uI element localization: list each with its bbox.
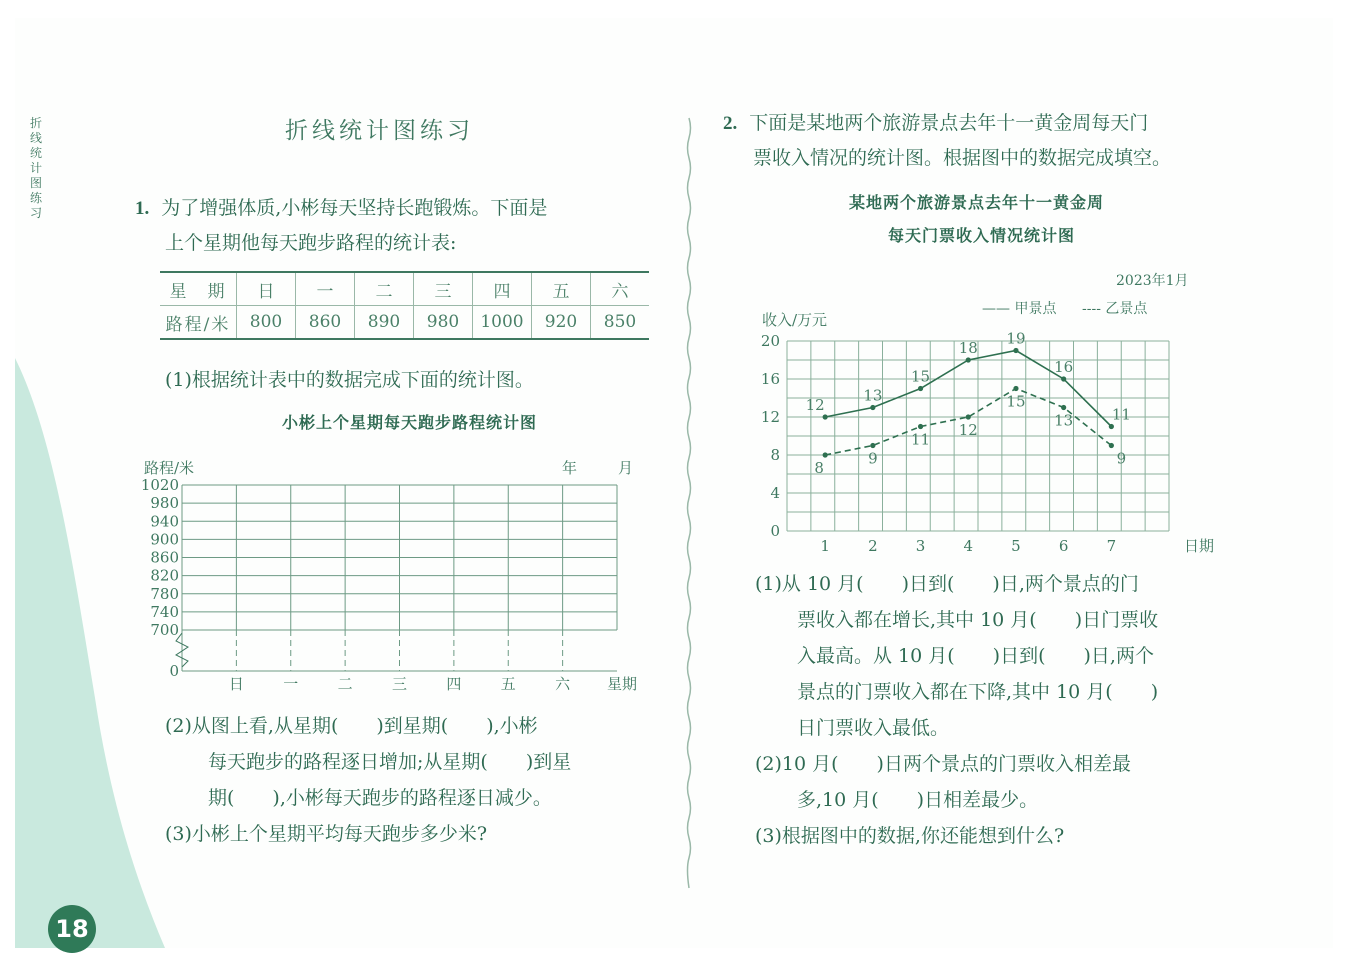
series-a-data-label: 19 (1006, 329, 1026, 348)
series-a-point (918, 386, 923, 391)
table-cell: 六 (591, 272, 650, 306)
series-b-data-label: 8 (814, 459, 824, 477)
question-2-line2: 票收入情况的统计图。根据图中的数据完成填空。 (753, 147, 1172, 169)
sub-question-2-2-line1: (2)10 月( )日两个景点的门票收入相差最 (755, 753, 1131, 775)
series-b-data-label: 13 (1054, 411, 1074, 430)
chart-1-title: 小彬上个星期每天跑步路程统计图 (282, 413, 538, 432)
table-cell: 日 (237, 272, 296, 306)
x-tick-label: 7 (1106, 537, 1117, 555)
table-header-row (160, 272, 649, 306)
table-cell: 路程/米 (160, 306, 237, 340)
y-tick-label: 860 (150, 548, 179, 567)
y-tick-label: 20 (760, 332, 780, 350)
y-axis-label: 路程/米 (144, 459, 195, 477)
x-tick-label: 二 (337, 675, 353, 693)
table-cell: 三 (414, 272, 473, 306)
sidebar-char: 练 (30, 191, 43, 205)
question-2-number: 2. (723, 113, 738, 134)
table-row (160, 306, 649, 340)
y-axis-label: 收入/万元 (762, 311, 828, 329)
series-a-point (1061, 376, 1066, 381)
x-axis-label: 星期 (606, 675, 638, 693)
table-cell: 1000 (473, 306, 532, 340)
sub-question-1-2-line2: 每天跑步的路程逐日增加;从星期( )到星 (208, 751, 572, 773)
series-b-data-label: 12 (958, 421, 978, 439)
series-a-point (823, 414, 828, 419)
sub-question-2-1-line4: 景点的门票收入都在下降,其中 10 月( ) (797, 681, 1159, 703)
x-axis-label: 日期 (1183, 537, 1215, 555)
sidebar-char: 折 (30, 116, 43, 130)
series-a-data-label: 18 (958, 339, 978, 357)
question-1-line2: 上个星期他每天跑步路程的统计表: (165, 232, 457, 254)
page-divider (686, 118, 692, 888)
sub-question-2-2-line2: 多,10 月( )日相差最少。 (797, 789, 1039, 811)
x-tick-label: 五 (500, 675, 516, 693)
table-cell: 850 (591, 306, 650, 340)
y-tick-label: 16 (760, 370, 780, 388)
y-tick-label: 940 (150, 512, 179, 531)
series-a-data-label: 16 (1054, 358, 1074, 376)
series-b-point (823, 452, 828, 457)
table-cell: 一 (296, 272, 355, 306)
date-year-label: 年 (562, 459, 578, 477)
series-a-point (1013, 348, 1018, 353)
series-b-point (1013, 386, 1018, 391)
question-1 (135, 191, 547, 226)
sidebar-label (30, 116, 44, 221)
question-1-line1: 为了增强体质,小彬每天坚持长跑锻炼。下面是 (161, 197, 548, 219)
series-a-data-label: 12 (805, 396, 825, 414)
question-1-number: 1. (135, 198, 150, 219)
table-cell: 890 (355, 306, 414, 340)
y-tick-label: 4 (770, 484, 780, 502)
series-a-point (966, 357, 971, 362)
page-number-badge: 18 (48, 905, 96, 953)
series-b-data-label: 9 (1116, 449, 1127, 468)
sub-question-1-2-line3: 期( ),小彬每天跑步的路程逐日减少。 (208, 787, 552, 809)
sidebar-char: 统 (30, 146, 43, 160)
running-stats-table (160, 271, 649, 340)
series-a-point (1109, 424, 1114, 429)
y-tick-label: 0 (770, 522, 780, 540)
y-tick-label: 980 (150, 494, 179, 513)
date-label: 2023年1月 (1116, 273, 1189, 289)
question-2 (723, 106, 1148, 141)
sub-question-2-1-line3: 入最高。从 10 月( )日到( )日,两个 (797, 645, 1154, 667)
table-cell: 星 期 (160, 272, 237, 306)
sub-question-2-3: (3)根据图中的数据,你还能想到什么? (755, 825, 1065, 847)
series-b-point (1061, 405, 1066, 410)
y-tick-label: 700 (150, 621, 179, 639)
y-tick-label: 12 (760, 408, 780, 426)
x-tick-label: 2 (868, 537, 878, 555)
series-b-point (918, 424, 923, 429)
legend-series-b: ---- 乙景点 (1082, 301, 1148, 317)
series-a-data-label: 13 (863, 386, 883, 405)
series-b-point (1109, 443, 1114, 448)
table-cell: 五 (532, 272, 591, 306)
running-line-chart (130, 455, 650, 705)
table-cell: 860 (296, 306, 355, 340)
y-tick-label: 740 (150, 602, 179, 621)
series-a-data-label: 11 (1111, 405, 1131, 424)
x-tick-label: 三 (391, 675, 408, 693)
x-tick-label: 四 (446, 675, 462, 693)
y-tick-label: 0 (169, 662, 179, 680)
x-tick-label: 3 (915, 537, 926, 555)
series-a-data-label: 15 (911, 367, 931, 386)
x-tick-label: 4 (963, 537, 974, 555)
table-cell: 二 (355, 272, 414, 306)
sub-question-1-3: (3)小彬上个星期平均每天跑步多少米? (165, 823, 488, 845)
date-month-label: 月 (618, 459, 634, 477)
question-2-line1: 下面是某地两个旅游景点去年十一黄金周每天门 (749, 112, 1149, 134)
y-tick-label: 8 (770, 446, 780, 464)
table-cell: 980 (414, 306, 473, 340)
legend-series-a: —— 甲景点 (982, 301, 1057, 317)
x-tick-label: 日 (228, 675, 244, 693)
sub-question-1-2-line1: (2)从图上看,从星期( )到星期( ),小彬 (165, 715, 538, 737)
table-cell: 四 (473, 272, 532, 306)
sidebar-char: 习 (30, 206, 43, 220)
sub-question-2-1-line1: (1)从 10 月( )日到( )日,两个景点的门 (755, 573, 1139, 595)
series-b-data-label: 9 (868, 449, 878, 468)
x-tick-label: 1 (820, 537, 830, 555)
sub-question-2-1-line2: 票收入都在增长,其中 10 月( )日门票收 (797, 609, 1159, 631)
sidebar-char: 图 (30, 176, 43, 190)
sub-question-1-1: (1)根据统计表中的数据完成下面的统计图。 (165, 369, 534, 391)
chart-2-title-line1: 某地两个旅游景点去年十一黄金周 (849, 193, 1105, 212)
x-tick-label: 一 (283, 675, 299, 693)
series-b-data-label: 11 (911, 430, 931, 449)
series-b-point (870, 443, 875, 448)
y-tick-label: 820 (150, 566, 179, 585)
x-tick-label: 5 (1011, 537, 1021, 555)
chart-2-title-line2: 每天门票收入情况统计图 (888, 226, 1076, 245)
series-b-point (966, 414, 971, 419)
table-cell: 800 (237, 306, 296, 340)
sub-question-2-1-line5: 日门票收入最低。 (797, 717, 950, 739)
sidebar-char: 线 (30, 131, 43, 145)
x-tick-label: 6 (1058, 537, 1069, 555)
table-cell: 920 (532, 306, 591, 340)
y-tick-label: 780 (150, 584, 179, 603)
x-tick-label: 六 (555, 675, 571, 693)
sidebar-char: 计 (30, 161, 43, 175)
y-tick-label: 1020 (140, 476, 179, 494)
series-b-data-label: 15 (1006, 392, 1026, 411)
ticket-revenue-line-chart (740, 265, 1215, 565)
y-tick-label: 900 (150, 530, 179, 549)
page-title: 折线统计图练习 (285, 118, 474, 144)
series-a-point (870, 405, 875, 410)
